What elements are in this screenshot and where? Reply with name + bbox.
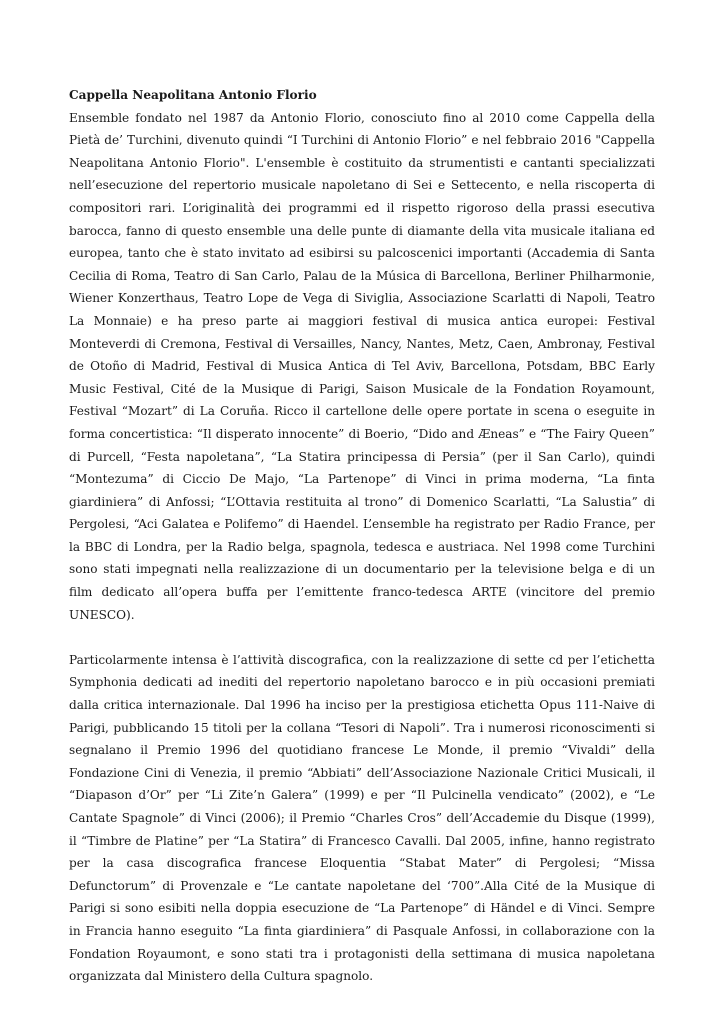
paragraph-history: Ensemble fondato nel 1987 da Antonio Florio, conosciuto fino al 2010 come Cappella della Pietà de’ Turchini, divenuto quindi “I Turchini di Antonio Florio” e nel febbraio 2016 "Cappella Neapolitana Antonio Florio". L'ensemble è costituito da strumentisti e cantanti specializzati nell’esecuzione del repertorio musicale napoletano di Sei e Settecento, e nella riscoperta di compositori rari. L’originalità dei programmi ed il rispetto rigoroso della prassi esecutiva barocca, fanno di questo ensemble una delle punte di diamante della vita musicale italiana ed europea, tanto che è stato invitato ad esibirsi su palcoscenici importanti (Accademia di Santa Cecilia di Roma, Teatro di San Carlo, Palau de la Música di Barcellona, Berliner Philharmonie, Wiener Konzerthaus, Teatro Lope de Vega di Siviglia, Associazione Scarlatti di Napoli, Teatro La Monnaie) e ha preso parte ai maggiori festival di musica antica europei: Festival Monteverdi di Cremona, Festival di Versailles, Nancy, Nantes, Metz, Caen, Ambronay, Festival de Otoño di Madrid, Festival di Musica Antica di Tel Aviv, Barcellona, Potsdam, BBC Early Music Festival, Cité de la Musique di Parigi, Saison Musicale de la Fondation Royamount, Festival “Mozart” di La Coruña. Ricco il cartellone delle opere portate in scena o eseguite in forma concertistica: “Il disperato innocente” di Boerio, “Dido and Æneas” e “The Fairy Queen” di Purcell, “Festa napoletana”, “La Statira principessa di Persia” (per il San Carlo), quindi “Montezuma” di Ciccio De Majo, “La Partenope” di Vinci in prima moderna, “La finta giardiniera” di Anfossi; “L’Ottavia restituita al trono” di Domenico Scarlatti, “La Salustia” di Pergolesi, “Aci Galatea e Polifemo” di Haendel. L’ensemble ha registrato per Radio France, per la BBC di Londra, per la Radio belga, spagnola, tedesca e austriaca. Nel 1998 come Turchini sono stati impegnati nella realizzazione di un documentario per la televisione belga e di un film dedicato all’opera buffa per l’emittente franco-tedesca ARTE (vincitore del premio UNESCO). bbox=[69, 110, 655, 622]
document-title: Cappella Neapolitana Antonio Florio bbox=[69, 88, 317, 102]
paragraph-discography: Particolarmente intensa è l’attività discografica, con la realizzazione di sette cd per l’etichetta Symphonia dedicati ad inediti del repertorio napoletano barocco e in più occasioni premiati dalla critica internazionale. Dal 1996 ha inciso per la prestigiosa etichetta Opus 111-Naive di Parigi, pubblicando 15 titoli per la collana “Tesori di Napoli”. Tra i numerosi riconoscimenti si segnalano il Premio 1996 del quotidiano francese Le Monde, il premio “Vivaldi” della Fondazione Cini di Venezia, il premio “Abbiati” dell’Associazione Nazionale Critici Musicali, il “Diapason d’Or” per “Li Zite’n Galera” (1999) e per “Il Pulcinella vendicato” (2002), e “Le Cantate Spagnole” di Vinci (2006); il Premio “Charles Cros” dell’Accademie du Disque (1999), il “Timbre de Platine” per “La Statira” di Francesco Cavalli. Dal 2005, infine, hanno registrato per la casa discografica francese Eloquentia “Stabat Mater” di Pergolesi; “Missa Defunctorum” di Provenzale e “Le cantate napoletane del ‘700”.Alla Cité de la Musique di Parigi si sono esibiti nella doppia esecuzione de “La Partenope” di Händel e di Vinci. Sempre in Francia hanno eseguito “La finta giardiniera” di Pasquale Anfossi, in collaborazione con la Fondation Royaumont, e sono stati tra i protagonisti della settimana di musica napoletana organizzata dal Ministero della Cultura spagnolo. bbox=[69, 652, 655, 984]
document-page bbox=[69, 84, 655, 988]
